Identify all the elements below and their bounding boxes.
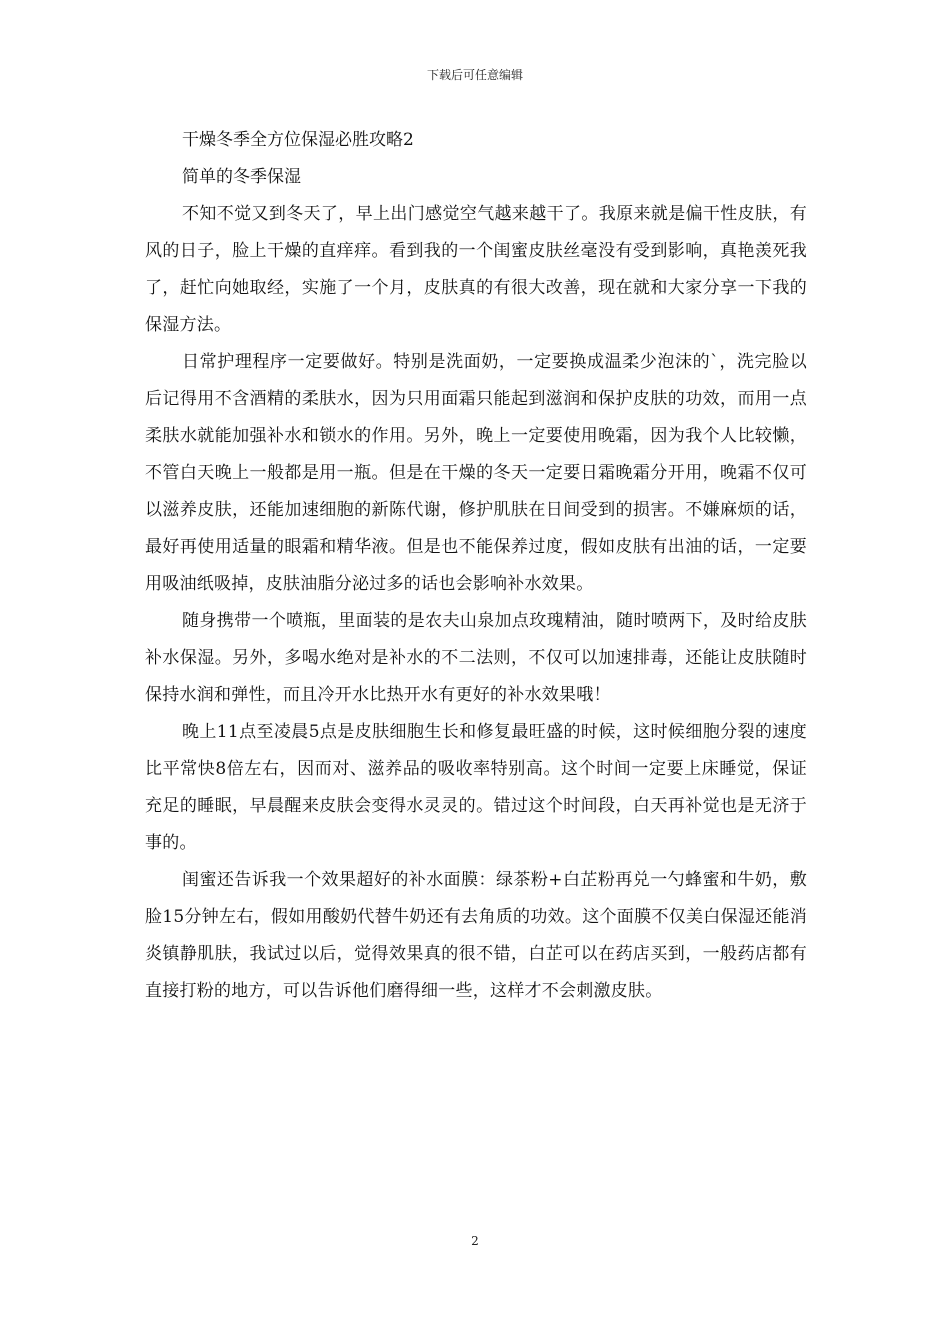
- paragraph-daily-routine: 日常护理程序一定要做好。特别是洗面奶，一定要换成温柔少泡沫的`，洗完脸以后记得用不含酒精的柔肤水，因为只用面霜只能起到滋润和保护皮肤的功效，而用一点柔肤水就能加强补水和锁水的作用。另外，晚上一定要使用晚霜，因为我个人比较懒，不管白天晚上一般都是用一瓶。但是在干燥的冬天一定要日霜晚霜分开用，晚霜不仅可以滋养皮肤，还能加速细胞的新陈代谢，修护肌肤在日间受到的损害。不嫌麻烦的话，最好再使用适量的眼霜和精华液。但是也不能保养过度，假如皮肤有出油的话，一定要用吸油纸吸掉，皮肤油脂分泌过多的话也会影响补水效果。: [145, 352, 807, 594]
- document-body: [145, 122, 807, 1010]
- paragraph-face-mask: 闺蜜还告诉我一个效果超好的补水面膜：绿茶粉+白芷粉再兑一勺蜂蜜和牛奶，敷脸15分钟左右，假如用酸奶代替牛奶还有去角质的功效。这个面膜不仅美白保湿还能消炎镇静肌肤，我试过以后，觉得效果真的很不错，白芷可以在药店买到，一般药店都有直接打粉的地方，可以告诉他们磨得细一些，这样才不会刺激皮肤。: [145, 870, 807, 1001]
- paragraph-intro: 不知不觉又到冬天了，早上出门感觉空气越来越干了。我原来就是偏干性皮肤，有风的日子，脸上干燥的直痒痒。看到我的一个闺蜜皮肤丝毫没有受到影响，真艳羡死我了，赶忙向她取经，实施了一个月，皮肤真的有很大改善，现在就和大家分享一下我的保湿方法。: [145, 204, 807, 335]
- page-header: 下载后可任意编辑: [426, 68, 523, 82]
- document-subtitle: 简单的冬季保湿: [182, 167, 301, 187]
- document-title: 干燥冬季全方位保湿必胜攻略2: [182, 130, 414, 150]
- page-number: 2: [471, 1234, 479, 1248]
- paragraph-sleep: 晚上11点至凌晨5点是皮肤细胞生长和修复最旺盛的时候，这时候细胞分裂的速度比平常快8倍左右，因而对、滋养品的吸收率特别高。这个时间一定要上床睡觉，保证充足的睡眠，早晨醒来皮肤会变得水灵灵的。错过这个时间段，白天再补觉也是无济于事的。: [145, 722, 807, 853]
- paragraph-spray-bottle: 随身携带一个喷瓶，里面装的是农夫山泉加点玫瑰精油，随时喷两下，及时给皮肤补水保湿。另外，多喝水绝对是补水的不二法则，不仅可以加速排毒，还能让皮肤随时保持水润和弹性，而且冷开水比热开水有更好的补水效果哦！: [145, 611, 807, 705]
